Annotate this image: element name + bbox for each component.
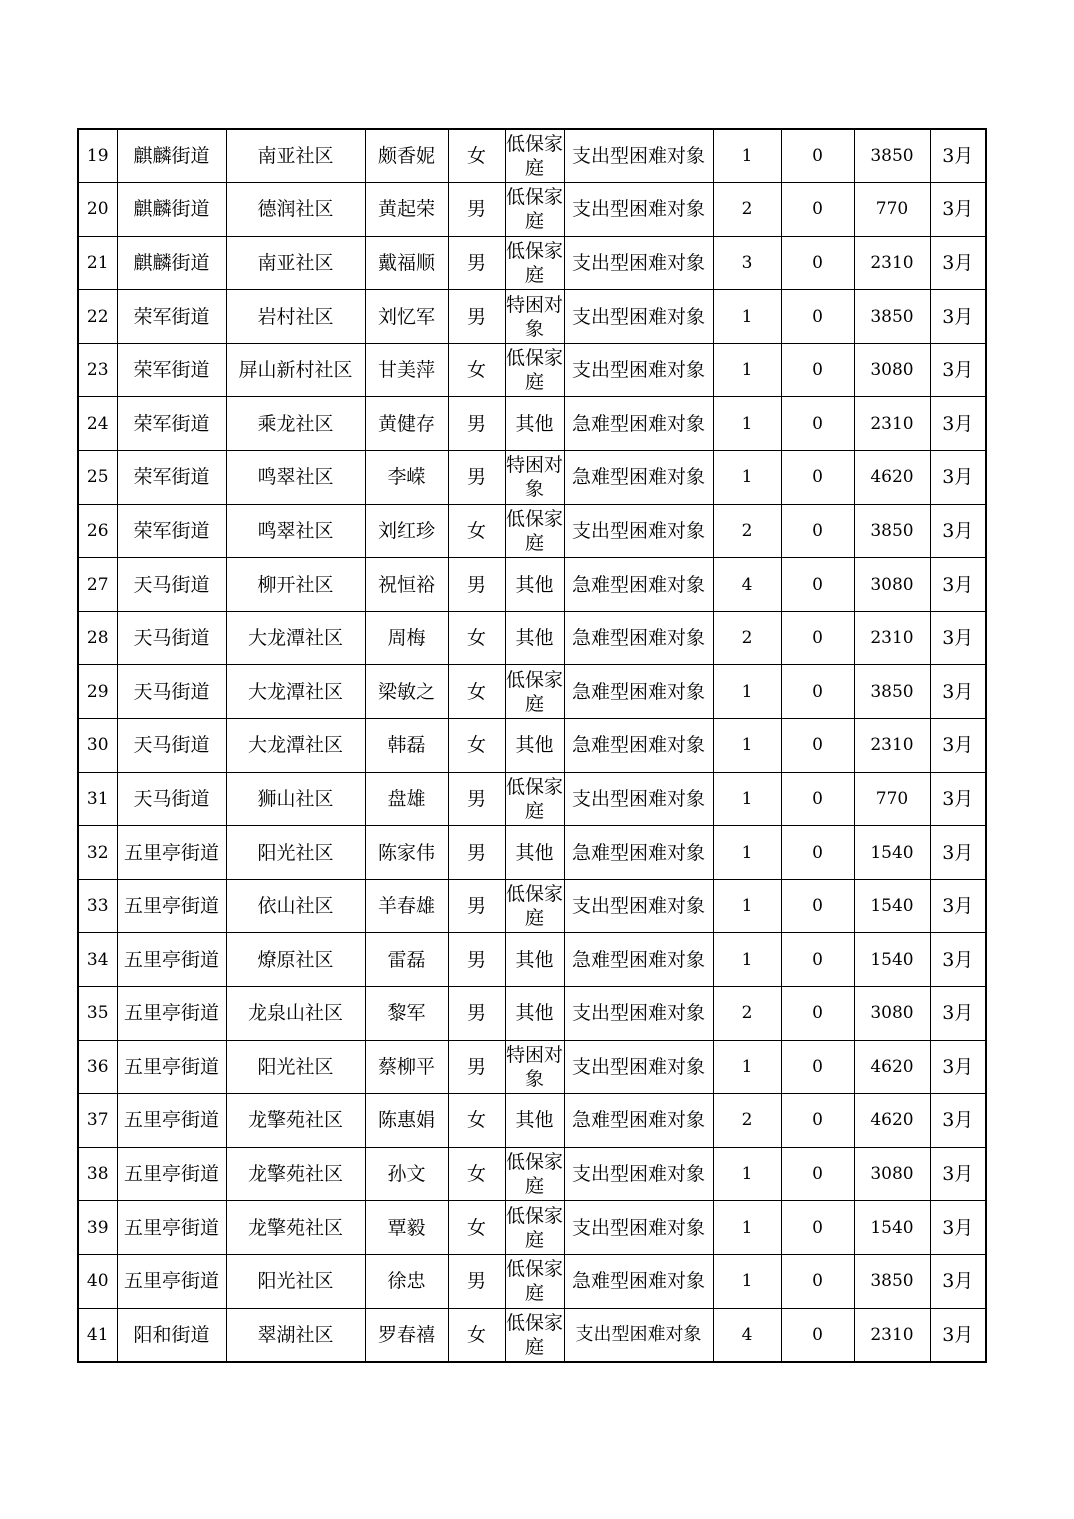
assistance-category-cell: 支出型困难对象 <box>564 772 713 826</box>
amount-cell: 3850 <box>854 665 930 719</box>
other-count-cell: 0 <box>781 1147 854 1201</box>
other-count-cell: 0 <box>781 397 854 451</box>
gender-cell: 女 <box>448 1308 505 1362</box>
amount-cell: 3850 <box>854 129 930 183</box>
gender-cell: 女 <box>448 504 505 558</box>
person-name-cell: 蔡柳平 <box>365 1040 448 1094</box>
month-cell: 3月 <box>930 343 986 397</box>
community-cell: 龙擎苑社区 <box>226 1201 365 1255</box>
amount-cell: 2310 <box>854 719 930 773</box>
street-cell: 五里亭街道 <box>117 1147 226 1201</box>
month-cell: 3月 <box>930 558 986 612</box>
month-cell: 3月 <box>930 1040 986 1094</box>
person-name-cell: 戴福顺 <box>365 236 448 290</box>
household-type-cell: 其他 <box>505 826 564 880</box>
amount-cell: 4620 <box>854 1040 930 1094</box>
household-type-cell: 低保家庭 <box>505 665 564 719</box>
household-type-cell: 低保家庭 <box>505 1308 564 1362</box>
people-count-cell: 1 <box>713 290 781 344</box>
community-cell: 德润社区 <box>226 183 365 237</box>
people-count-cell: 3 <box>713 236 781 290</box>
community-cell: 鸣翠社区 <box>226 504 365 558</box>
street-cell: 天马街道 <box>117 611 226 665</box>
table-row <box>78 1254 986 1308</box>
table-row <box>78 1040 986 1094</box>
person-name-cell: 罗春禧 <box>365 1308 448 1362</box>
assistance-category-cell: 支出型困难对象 <box>564 236 713 290</box>
month-cell: 3月 <box>930 1094 986 1148</box>
table-row <box>78 933 986 987</box>
other-count-cell: 0 <box>781 290 854 344</box>
other-count-cell: 0 <box>781 933 854 987</box>
assistance-category-cell: 急难型困难对象 <box>564 933 713 987</box>
row-number-cell: 27 <box>78 558 117 612</box>
month-cell: 3月 <box>930 1254 986 1308</box>
month-cell: 3月 <box>930 933 986 987</box>
household-type-cell: 其他 <box>505 987 564 1041</box>
table-row <box>78 719 986 773</box>
gender-cell: 男 <box>448 1254 505 1308</box>
table-row <box>78 236 986 290</box>
community-cell: 龙泉山社区 <box>226 987 365 1041</box>
amount-cell: 3850 <box>854 504 930 558</box>
assistance-category-cell: 支出型困难对象 <box>564 1040 713 1094</box>
community-cell: 翠湖社区 <box>226 1308 365 1362</box>
person-name-cell: 羊春雄 <box>365 879 448 933</box>
household-type-cell: 其他 <box>505 558 564 612</box>
people-count-cell: 2 <box>713 987 781 1041</box>
other-count-cell: 0 <box>781 1201 854 1255</box>
row-number-cell: 26 <box>78 504 117 558</box>
other-count-cell: 0 <box>781 504 854 558</box>
assistance-category-cell: 急难型困难对象 <box>564 611 713 665</box>
people-count-cell: 2 <box>713 183 781 237</box>
row-number-cell: 29 <box>78 665 117 719</box>
person-name-cell: 覃毅 <box>365 1201 448 1255</box>
people-count-cell: 2 <box>713 611 781 665</box>
person-name-cell: 韩磊 <box>365 719 448 773</box>
street-cell: 天马街道 <box>117 558 226 612</box>
gender-cell: 男 <box>448 826 505 880</box>
other-count-cell: 0 <box>781 826 854 880</box>
people-count-cell: 1 <box>713 879 781 933</box>
amount-cell: 770 <box>854 772 930 826</box>
other-count-cell: 0 <box>781 129 854 183</box>
assistance-category-cell: 支出型困难对象 <box>564 1147 713 1201</box>
assistance-category-cell: 急难型困难对象 <box>564 397 713 451</box>
other-count-cell: 0 <box>781 987 854 1041</box>
people-count-cell: 1 <box>713 343 781 397</box>
row-number-cell: 31 <box>78 772 117 826</box>
household-type-cell: 低保家庭 <box>505 1254 564 1308</box>
gender-cell: 男 <box>448 772 505 826</box>
community-cell: 南亚社区 <box>226 236 365 290</box>
row-number-cell: 35 <box>78 987 117 1041</box>
household-type-cell: 低保家庭 <box>505 1201 564 1255</box>
community-cell: 龙擎苑社区 <box>226 1147 365 1201</box>
table-row <box>78 987 986 1041</box>
table-row <box>78 451 986 505</box>
gender-cell: 女 <box>448 719 505 773</box>
other-count-cell: 0 <box>781 558 854 612</box>
gender-cell: 男 <box>448 183 505 237</box>
row-number-cell: 39 <box>78 1201 117 1255</box>
month-cell: 3月 <box>930 451 986 505</box>
amount-cell: 2310 <box>854 236 930 290</box>
street-cell: 麒麟街道 <box>117 183 226 237</box>
month-cell: 3月 <box>930 772 986 826</box>
row-number-cell: 22 <box>78 290 117 344</box>
gender-cell: 男 <box>448 1040 505 1094</box>
row-number-cell: 21 <box>78 236 117 290</box>
people-count-cell: 4 <box>713 1308 781 1362</box>
assistance-category-cell: 急难型困难对象 <box>564 558 713 612</box>
table-row <box>78 879 986 933</box>
people-count-cell: 1 <box>713 397 781 451</box>
household-type-cell: 低保家庭 <box>505 343 564 397</box>
assistance-category-cell: 急难型困难对象 <box>564 1254 713 1308</box>
people-count-cell: 1 <box>713 1254 781 1308</box>
household-type-cell: 低保家庭 <box>505 1147 564 1201</box>
assistance-category-cell: 支出型困难对象 <box>564 504 713 558</box>
amount-cell: 3850 <box>854 1254 930 1308</box>
community-cell: 大龙潭社区 <box>226 611 365 665</box>
street-cell: 天马街道 <box>117 772 226 826</box>
month-cell: 3月 <box>930 826 986 880</box>
community-cell: 燎原社区 <box>226 933 365 987</box>
people-count-cell: 4 <box>713 558 781 612</box>
table-row <box>78 397 986 451</box>
row-number-cell: 25 <box>78 451 117 505</box>
people-count-cell: 1 <box>713 772 781 826</box>
people-count-cell: 1 <box>713 129 781 183</box>
row-number-cell: 40 <box>78 1254 117 1308</box>
community-cell: 依山社区 <box>226 879 365 933</box>
street-cell: 天马街道 <box>117 719 226 773</box>
assistance-category-cell: 支出型困难对象 <box>564 879 713 933</box>
street-cell: 五里亭街道 <box>117 826 226 880</box>
month-cell: 3月 <box>930 1201 986 1255</box>
month-cell: 3月 <box>930 611 986 665</box>
gender-cell: 男 <box>448 558 505 612</box>
other-count-cell: 0 <box>781 183 854 237</box>
household-type-cell: 其他 <box>505 719 564 773</box>
gender-cell: 男 <box>448 290 505 344</box>
row-number-cell: 30 <box>78 719 117 773</box>
community-cell: 阳光社区 <box>226 1040 365 1094</box>
community-cell: 鸣翠社区 <box>226 451 365 505</box>
table-row <box>78 1201 986 1255</box>
street-cell: 天马街道 <box>117 665 226 719</box>
gender-cell: 男 <box>448 879 505 933</box>
month-cell: 3月 <box>930 1308 986 1362</box>
street-cell: 五里亭街道 <box>117 1201 226 1255</box>
household-type-cell: 其他 <box>505 1094 564 1148</box>
other-count-cell: 0 <box>781 236 854 290</box>
people-count-cell: 1 <box>713 1201 781 1255</box>
person-name-cell: 梁敏之 <box>365 665 448 719</box>
row-number-cell: 24 <box>78 397 117 451</box>
household-type-cell: 其他 <box>505 611 564 665</box>
community-cell: 柳开社区 <box>226 558 365 612</box>
amount-cell: 1540 <box>854 879 930 933</box>
people-count-cell: 1 <box>713 933 781 987</box>
people-count-cell: 1 <box>713 1040 781 1094</box>
other-count-cell: 0 <box>781 665 854 719</box>
street-cell: 五里亭街道 <box>117 1254 226 1308</box>
amount-cell: 2310 <box>854 611 930 665</box>
person-name-cell: 陈惠娟 <box>365 1094 448 1148</box>
gender-cell: 女 <box>448 1147 505 1201</box>
assistance-category-cell: 急难型困难对象 <box>564 451 713 505</box>
other-count-cell: 0 <box>781 611 854 665</box>
community-cell: 狮山社区 <box>226 772 365 826</box>
gender-cell: 男 <box>448 236 505 290</box>
street-cell: 阳和街道 <box>117 1308 226 1362</box>
amount-cell: 2310 <box>854 1308 930 1362</box>
month-cell: 3月 <box>930 397 986 451</box>
person-name-cell: 刘红珍 <box>365 504 448 558</box>
community-cell: 大龙潭社区 <box>226 719 365 773</box>
gender-cell: 男 <box>448 987 505 1041</box>
community-cell: 大龙潭社区 <box>226 665 365 719</box>
street-cell: 五里亭街道 <box>117 879 226 933</box>
person-name-cell: 孙文 <box>365 1147 448 1201</box>
row-number-cell: 34 <box>78 933 117 987</box>
month-cell: 3月 <box>930 236 986 290</box>
other-count-cell: 0 <box>781 343 854 397</box>
street-cell: 五里亭街道 <box>117 1094 226 1148</box>
row-number-cell: 37 <box>78 1094 117 1148</box>
household-type-cell: 低保家庭 <box>505 772 564 826</box>
person-name-cell: 盘雄 <box>365 772 448 826</box>
person-name-cell: 黄健存 <box>365 397 448 451</box>
community-cell: 阳光社区 <box>226 826 365 880</box>
street-cell: 荣军街道 <box>117 504 226 558</box>
person-name-cell: 黄起荣 <box>365 183 448 237</box>
month-cell: 3月 <box>930 987 986 1041</box>
table-body <box>78 129 986 1362</box>
people-count-cell: 1 <box>713 1147 781 1201</box>
gender-cell: 女 <box>448 1201 505 1255</box>
people-count-cell: 1 <box>713 665 781 719</box>
person-name-cell: 祝恒裕 <box>365 558 448 612</box>
gender-cell: 男 <box>448 933 505 987</box>
other-count-cell: 0 <box>781 1254 854 1308</box>
table-row <box>78 1308 986 1362</box>
gender-cell: 男 <box>448 397 505 451</box>
month-cell: 3月 <box>930 879 986 933</box>
amount-cell: 3080 <box>854 343 930 397</box>
amount-cell: 4620 <box>854 1094 930 1148</box>
other-count-cell: 0 <box>781 1094 854 1148</box>
gender-cell: 女 <box>448 665 505 719</box>
table-row <box>78 772 986 826</box>
gender-cell: 男 <box>448 451 505 505</box>
person-name-cell: 周梅 <box>365 611 448 665</box>
street-cell: 荣军街道 <box>117 290 226 344</box>
person-name-cell: 甘美萍 <box>365 343 448 397</box>
household-type-cell: 其他 <box>505 397 564 451</box>
assistance-table <box>77 128 987 1363</box>
table-row <box>78 1094 986 1148</box>
table-row <box>78 558 986 612</box>
table-row <box>78 826 986 880</box>
table-row <box>78 611 986 665</box>
row-number-cell: 32 <box>78 826 117 880</box>
amount-cell: 2310 <box>854 397 930 451</box>
amount-cell: 1540 <box>854 1201 930 1255</box>
table-row <box>78 183 986 237</box>
street-cell: 荣军街道 <box>117 451 226 505</box>
amount-cell: 3080 <box>854 558 930 612</box>
people-count-cell: 2 <box>713 504 781 558</box>
household-type-cell: 低保家庭 <box>505 183 564 237</box>
people-count-cell: 1 <box>713 826 781 880</box>
person-name-cell: 雷磊 <box>365 933 448 987</box>
table-row <box>78 1147 986 1201</box>
amount-cell: 1540 <box>854 933 930 987</box>
month-cell: 3月 <box>930 1147 986 1201</box>
street-cell: 荣军街道 <box>117 397 226 451</box>
row-number-cell: 36 <box>78 1040 117 1094</box>
people-count-cell: 1 <box>713 451 781 505</box>
assistance-category-cell: 支出型困难对象 <box>564 183 713 237</box>
gender-cell: 女 <box>448 611 505 665</box>
table-row <box>78 665 986 719</box>
other-count-cell: 0 <box>781 1308 854 1362</box>
street-cell: 五里亭街道 <box>117 987 226 1041</box>
household-type-cell: 其他 <box>505 933 564 987</box>
other-count-cell: 0 <box>781 772 854 826</box>
household-type-cell: 特困对象 <box>505 451 564 505</box>
row-number-cell: 38 <box>78 1147 117 1201</box>
person-name-cell: 黎军 <box>365 987 448 1041</box>
assistance-category-cell: 急难型困难对象 <box>564 665 713 719</box>
row-number-cell: 19 <box>78 129 117 183</box>
row-number-cell: 28 <box>78 611 117 665</box>
row-number-cell: 33 <box>78 879 117 933</box>
community-cell: 屏山新村社区 <box>226 343 365 397</box>
street-cell: 五里亭街道 <box>117 1040 226 1094</box>
street-cell: 麒麟街道 <box>117 129 226 183</box>
assistance-category-cell: 支出型困难对象 <box>564 1201 713 1255</box>
amount-cell: 4620 <box>854 451 930 505</box>
table-row <box>78 504 986 558</box>
assistance-category-cell: 支出型困难对象 <box>564 290 713 344</box>
month-cell: 3月 <box>930 290 986 344</box>
household-type-cell: 低保家庭 <box>505 879 564 933</box>
community-cell: 乘龙社区 <box>226 397 365 451</box>
person-name-cell: 徐忠 <box>365 1254 448 1308</box>
other-count-cell: 0 <box>781 879 854 933</box>
street-cell: 荣军街道 <box>117 343 226 397</box>
month-cell: 3月 <box>930 665 986 719</box>
street-cell: 麒麟街道 <box>117 236 226 290</box>
assistance-category-cell: 急难型困难对象 <box>564 1094 713 1148</box>
month-cell: 3月 <box>930 504 986 558</box>
household-type-cell: 低保家庭 <box>505 504 564 558</box>
table-row <box>78 290 986 344</box>
community-cell: 龙擎苑社区 <box>226 1094 365 1148</box>
row-number-cell: 23 <box>78 343 117 397</box>
month-cell: 3月 <box>930 183 986 237</box>
assistance-category-cell: 支出型困难对象 <box>564 987 713 1041</box>
assistance-category-cell: 支出型困难对象 <box>564 1308 713 1362</box>
person-name-cell: 颇香妮 <box>365 129 448 183</box>
row-number-cell: 41 <box>78 1308 117 1362</box>
household-type-cell: 低保家庭 <box>505 236 564 290</box>
person-name-cell: 陈家伟 <box>365 826 448 880</box>
street-cell: 五里亭街道 <box>117 933 226 987</box>
household-type-cell: 特困对象 <box>505 290 564 344</box>
assistance-category-cell: 急难型困难对象 <box>564 719 713 773</box>
amount-cell: 3080 <box>854 987 930 1041</box>
table-row <box>78 129 986 183</box>
person-name-cell: 李嵘 <box>365 451 448 505</box>
amount-cell: 770 <box>854 183 930 237</box>
person-name-cell: 刘忆军 <box>365 290 448 344</box>
month-cell: 3月 <box>930 129 986 183</box>
gender-cell: 女 <box>448 343 505 397</box>
other-count-cell: 0 <box>781 451 854 505</box>
other-count-cell: 0 <box>781 719 854 773</box>
household-type-cell: 低保家庭 <box>505 129 564 183</box>
gender-cell: 女 <box>448 1094 505 1148</box>
community-cell: 岩村社区 <box>226 290 365 344</box>
community-cell: 阳光社区 <box>226 1254 365 1308</box>
assistance-category-cell: 支出型困难对象 <box>564 129 713 183</box>
amount-cell: 1540 <box>854 826 930 880</box>
amount-cell: 3850 <box>854 290 930 344</box>
row-number-cell: 20 <box>78 183 117 237</box>
household-type-cell: 特困对象 <box>505 1040 564 1094</box>
assistance-category-cell: 急难型困难对象 <box>564 826 713 880</box>
month-cell: 3月 <box>930 719 986 773</box>
other-count-cell: 0 <box>781 1040 854 1094</box>
people-count-cell: 1 <box>713 719 781 773</box>
assistance-category-cell: 支出型困难对象 <box>564 343 713 397</box>
table-row <box>78 343 986 397</box>
amount-cell: 3080 <box>854 1147 930 1201</box>
gender-cell: 女 <box>448 129 505 183</box>
community-cell: 南亚社区 <box>226 129 365 183</box>
people-count-cell: 2 <box>713 1094 781 1148</box>
